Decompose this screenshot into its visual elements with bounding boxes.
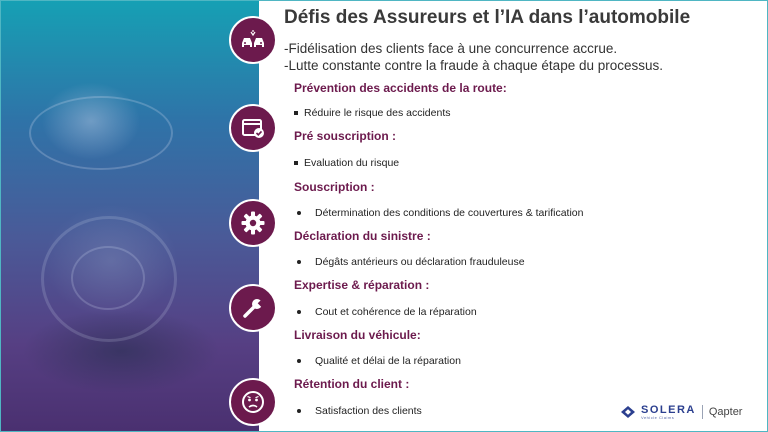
car-headlight-image: [1, 1, 259, 431]
intro-line: -Lutte constante contre la fraude à chaque étape du processus.: [284, 58, 664, 73]
list-item-text: Satisfaction des clients: [315, 405, 422, 417]
list-item: [294, 157, 399, 169]
headlight-shape: [29, 96, 173, 170]
wheel-ring-shape: [71, 246, 145, 310]
partner-name: Qapter: [708, 406, 743, 418]
dot-bullet: [297, 260, 301, 264]
list-item-text: Réduire le risque des accidents: [304, 107, 451, 119]
worried-face-icon: [229, 378, 277, 426]
car-crash-icon: [229, 16, 277, 64]
section-heading: Pré souscription :: [294, 129, 397, 143]
list-item: [297, 355, 461, 367]
list-item: [294, 107, 451, 119]
section-heading: Expertise & réparation :: [294, 278, 430, 292]
section-heading: Souscription :: [294, 180, 375, 194]
list-item-text: Evaluation du risque: [304, 157, 400, 169]
list-item-text: Cout et cohérence de la réparation: [315, 306, 477, 318]
section-heading: Prévention des accidents de la route:: [294, 81, 507, 95]
section-heading: Rétention du client :: [294, 377, 410, 391]
dot-bullet: [297, 310, 301, 314]
section-heading: Livraison du véhicule:: [294, 328, 421, 342]
page-title: Défis des Assureurs et l’IA dans l’automobile: [284, 7, 691, 28]
list-item: [297, 306, 477, 318]
list-item-text: Qualité et délai de la réparation: [315, 355, 461, 367]
list-item-text: Dégâts antérieurs ou déclaration frauduleuse: [315, 256, 525, 268]
footer-logo: [621, 404, 742, 420]
list-item: [297, 207, 583, 219]
wrench-icon: [229, 284, 277, 332]
list-item-text: Détermination des conditions de couvertures & tarification: [315, 207, 584, 219]
list-item: [297, 405, 422, 417]
dot-bullet: [297, 409, 301, 413]
gear-icon: [229, 199, 277, 247]
square-bullet: [294, 111, 298, 115]
intro-line: -Fidélisation des clients face à une concurrence accrue.: [284, 41, 618, 56]
browser-check-icon: [229, 104, 277, 152]
brand-name: SOLERA: [641, 404, 696, 416]
square-bullet: [294, 161, 298, 165]
brand-tagline: Vehicle Claims: [641, 415, 675, 420]
dot-bullet: [297, 359, 301, 363]
logo-divider: [702, 405, 703, 419]
dot-bullet: [297, 211, 301, 215]
solera-logo: [641, 404, 696, 420]
section-heading: Déclaration du sinistre :: [294, 229, 431, 243]
list-item: [297, 256, 525, 268]
solera-mark-icon: [621, 406, 635, 418]
